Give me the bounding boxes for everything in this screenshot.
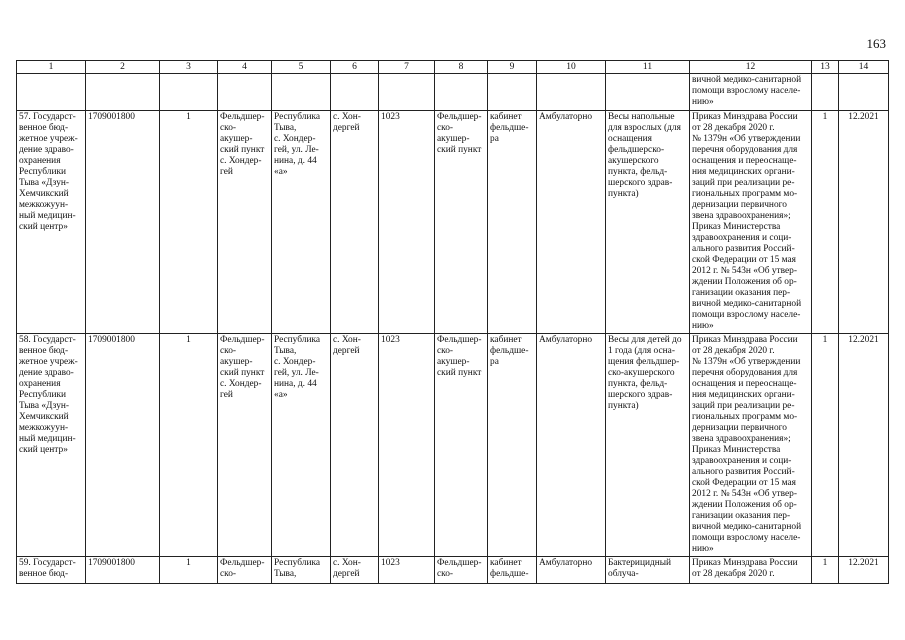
column-header: 6 [331,61,379,74]
column-header: 11 [606,61,690,74]
basis-cell: вичной медико-санитарной помощи взрослому населе- нию» [690,74,812,111]
column-header: 10 [537,61,606,74]
column-header: 4 [218,61,272,74]
room-cell: кабинет фельдше- [488,557,537,584]
quantity-cell: 1 [812,111,839,334]
address-cell: Республика Тыва, с. Хондер- гей, ул. Ле- нина, д. 44 «а» [272,334,331,557]
room-cell: кабинет фельдше- ра [488,334,537,557]
locality-cell: с. Хон- дергей [331,334,379,557]
organization-cell: 57. Государст- венное бюд- жетное учреж- дение здраво- охранения Республики Тыва «Дзун- Хемчикский межкожуун- ный медицин- ский центр» [17,111,86,334]
quantity-cell: 1 [812,334,839,557]
count-cell: 1 [160,557,218,584]
basis-cell: Приказ Минздрава России от 28 декабря 2020 г. [690,557,812,584]
column-header: 5 [272,61,331,74]
unit2-cell: Фельдшер- ско- акушер- ский пункт [435,334,488,557]
code-cell: 1709001800 [86,111,160,334]
organization-cell: 59. Государст- венное бюд- [17,557,86,584]
column-header: 3 [160,61,218,74]
column-header: 8 [435,61,488,74]
address-cell: Республика Тыва, с. Хондер- гей, ул. Ле- нина, д. 44 «а» [272,111,331,334]
table-row [17,334,889,557]
equipment-cell: Бактерицидный облуча- [606,557,690,584]
code-cell: 1709001800 [86,334,160,557]
column-header: 9 [488,61,537,74]
basis-cell: Приказ Минздрава России от 28 декабря 2020 г. № 1379н «Об утверждении перечня оборудования для оснащения и переоснаще- ния медицинских органи- заций при реализации ре- гиональных программ мо- дернизации первичного звена здравоохранения»; Приказ Министерства здравоохранения и соци- ального развития Россий- ской Федерации от 15 мая 2012 г. № 543н «Об утвер- ждении Положения об ор- ганизации оказания пер- вичной медико-санитарной помощи взрослому населе- нию» [690,334,812,557]
column-header: 14 [839,61,889,74]
code2-cell: 1023 [379,557,435,584]
code2-cell: 1023 [379,111,435,334]
unit-cell: Фельдшер- ско- [218,557,272,584]
column-header: 7 [379,61,435,74]
basis-cell: Приказ Минздрава России от 28 декабря 2020 г. № 1379н «Об утверждении перечня оборудования для оснащения и переоснаще- ния медицинских органи- заций при реализации ре- гиональных программ мо- дернизации первичного звена здравоохранения»; Приказ Министерства здравоохранения и соци- ального развития Россий- ской Федерации от 15 мая 2012 г. № 543н «Об утвер- ждении Положения об ор- ганизации оказания пер- вичной медико-санитарной помощи взрослому населе- нию» [690,111,812,334]
code-cell: 1709001800 [86,557,160,584]
room-cell: кабинет фельдше- ра [488,111,537,334]
date-cell: 12.2021 [839,557,889,584]
unit2-cell: Фельдшер- ско- [435,557,488,584]
quantity-cell: 1 [812,557,839,584]
locality-cell: с. Хон- дергей [331,557,379,584]
unit-cell: Фельдшер- ско- акушер- ский пункт с. Хондер- гей [218,334,272,557]
column-header: 1 [17,61,86,74]
page-number: 163 [866,36,886,51]
unit-cell: Фельдшер- ско- акушер- ский пункт с. Хондер- гей [218,111,272,334]
care-cell: Амбулаторно [537,334,606,557]
carry-over-row [17,74,889,111]
table-row [17,111,889,334]
organization-cell: 58. Государст- венное бюд- жетное учреж- дение здраво- охранения Республики Тыва «Дзун- Хемчикский межкожуун- ный медицин- ский центр» [17,334,86,557]
date-cell: 12.2021 [839,111,889,334]
equipment-cell: Весы для детей до 1 года (для осна- щения фельдшер- ско-акушерского пункта, фельд- шерского здрав- пункта) [606,334,690,557]
date-cell: 12.2021 [839,334,889,557]
column-header: 12 [690,61,812,74]
care-cell: Амбулаторно [537,111,606,334]
address-cell: Республика Тыва, [272,557,331,584]
column-number-row [17,61,889,74]
table-row [17,557,889,584]
equipment-cell: Весы напольные для взрослых (для оснащения фельдшерско- акушерского пункта, фельд- шерского здрав- пункта) [606,111,690,334]
column-header: 13 [812,61,839,74]
count-cell: 1 [160,334,218,557]
count-cell: 1 [160,111,218,334]
code2-cell: 1023 [379,334,435,557]
column-header: 2 [86,61,160,74]
locality-cell: с. Хон- дергей [331,111,379,334]
unit2-cell: Фельдшер- ско- акушер- ский пункт [435,111,488,334]
equipment-table [16,60,889,584]
care-cell: Амбулаторно [537,557,606,584]
